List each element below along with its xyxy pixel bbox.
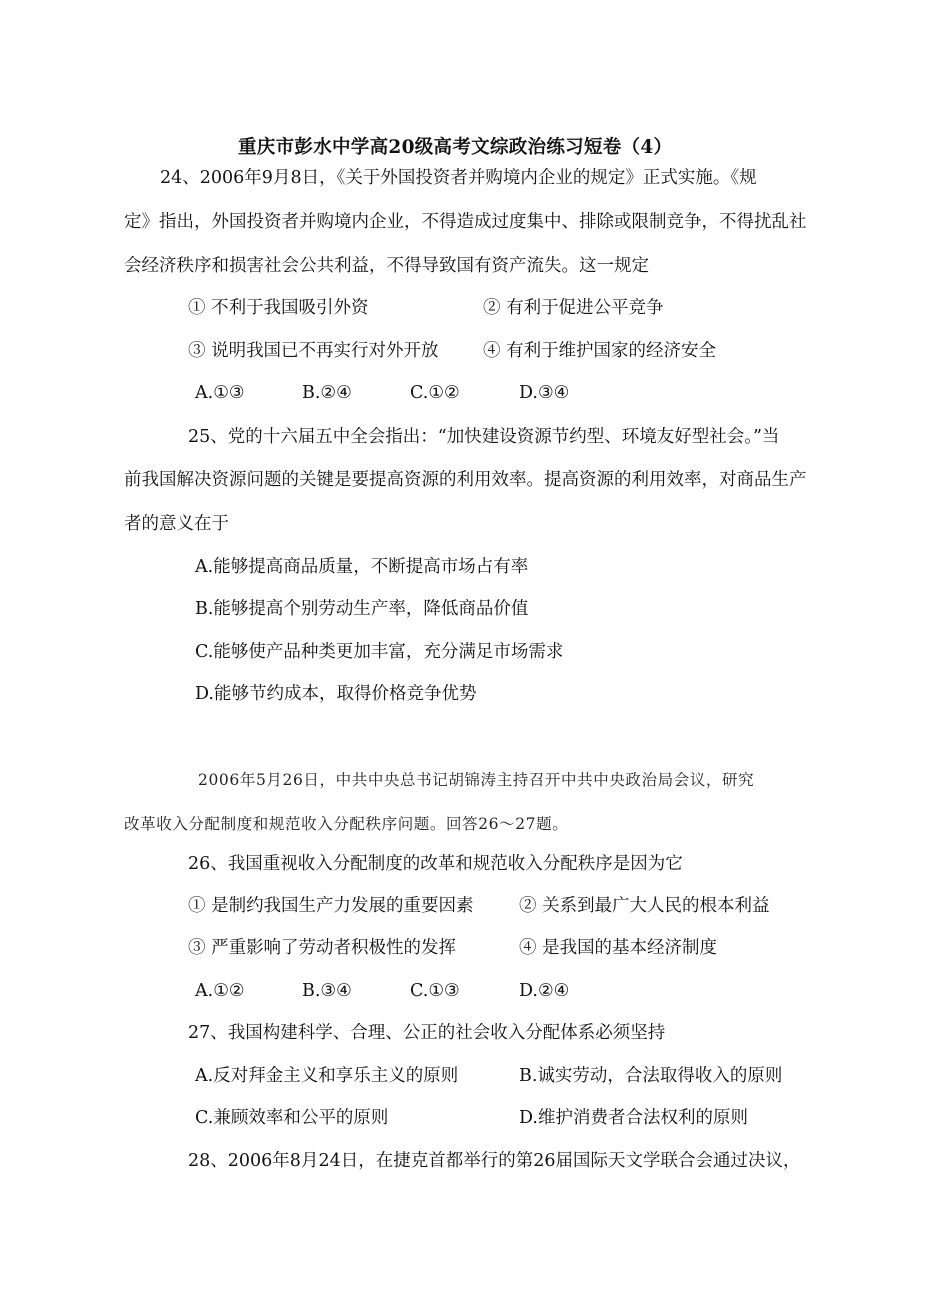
q26-item-3: ③ 严重影响了劳动者积极性的发挥	[188, 938, 457, 958]
q24-option-c: C.①②	[410, 383, 460, 403]
q24-stem-line2: 定》指出，外国投资者并购境内企业，不得造成过度集中、排除或限制竞争，不得扰乱社	[124, 212, 807, 232]
q26-item-4: ④ 是我国的基本经济制度	[519, 938, 718, 958]
q25-stem-line2: 前我国解决资源问题的关键是要提高资源的利用效率。提高资源的利用效率，对商品生产	[124, 470, 807, 490]
q26-item-2: ② 关系到最广大人民的根本利益	[519, 896, 770, 916]
q25-option-c: C.能够使产品种类更加丰富，充分满足市场需求	[195, 642, 564, 662]
q24-item-2: ② 有利于促进公平竞争	[483, 298, 664, 318]
page-title: 重庆市彭水中学高20级高考文综政治练习短卷（4）	[238, 137, 673, 158]
q27-stem: 27、我国构建科学、合理、公正的社会收入分配体系必须坚持	[188, 1023, 666, 1043]
q27-option-a: A.反对拜金主义和享乐主义的原则	[195, 1066, 459, 1086]
q24-option-b: B.②④	[302, 383, 352, 403]
q26-option-d: D.②④	[519, 981, 570, 1001]
q24-item-1: ① 不利于我国吸引外资	[188, 298, 369, 318]
q25-stem-line3: 者的意义在于	[124, 514, 229, 534]
q26-stem: 26、我国重视收入分配制度的改革和规范收入分配秩序是因为它	[188, 854, 683, 874]
q24-stem-line3: 会经济秩序和损害社会公共利益，不得导致国有资产流失。这一规定	[124, 256, 649, 276]
q27-option-c: C.兼顾效率和公平的原则	[195, 1108, 389, 1128]
q25-option-a: A.能够提高商品质量，不断提高市场占有率	[195, 557, 529, 577]
q26-item-1: ① 是制约我国生产力发展的重要因素	[188, 896, 474, 916]
q24-stem-line1: 24、2006年9月8日，《关于外国投资者并购境内企业的规定》正式实施。《规	[160, 168, 757, 188]
q27-option-b: B.诚实劳动，合法取得收入的原则	[519, 1066, 783, 1086]
q24-option-d: D.③④	[519, 383, 570, 403]
material-line2: 改革收入分配制度和规范收入分配秩序问题。回答26～27题。	[124, 815, 569, 833]
q25-option-d: D.能够节约成本，取得价格竞争优势	[195, 684, 477, 704]
material-line1: 2006年5月26日，中共中央总书记胡锦涛主持召开中共中央政治局会议，研究	[198, 771, 755, 789]
q26-option-c: C.①③	[410, 981, 460, 1001]
q24-item-3: ③ 说明我国已不再实行对外开放	[188, 341, 439, 361]
q24-option-a: A.①③	[195, 383, 245, 403]
q25-stem-line1: 25、党的十六届五中全会指出：“加快建设资源节约型、环境友好型社会。”当	[188, 427, 780, 447]
q28-stem-line1: 28、2006年8月24日，在捷克首都举行的第26届国际天文学联合会通过决议，	[188, 1151, 801, 1171]
q27-option-d: D.维护消费者合法权利的原则	[519, 1108, 748, 1128]
q26-option-a: A.①②	[195, 981, 245, 1001]
q26-option-b: B.③④	[302, 981, 352, 1001]
q24-item-4: ④ 有利于维护国家的经济安全	[483, 341, 717, 361]
q25-option-b: B.能够提高个别劳动生产率，降低商品价值	[195, 599, 529, 619]
